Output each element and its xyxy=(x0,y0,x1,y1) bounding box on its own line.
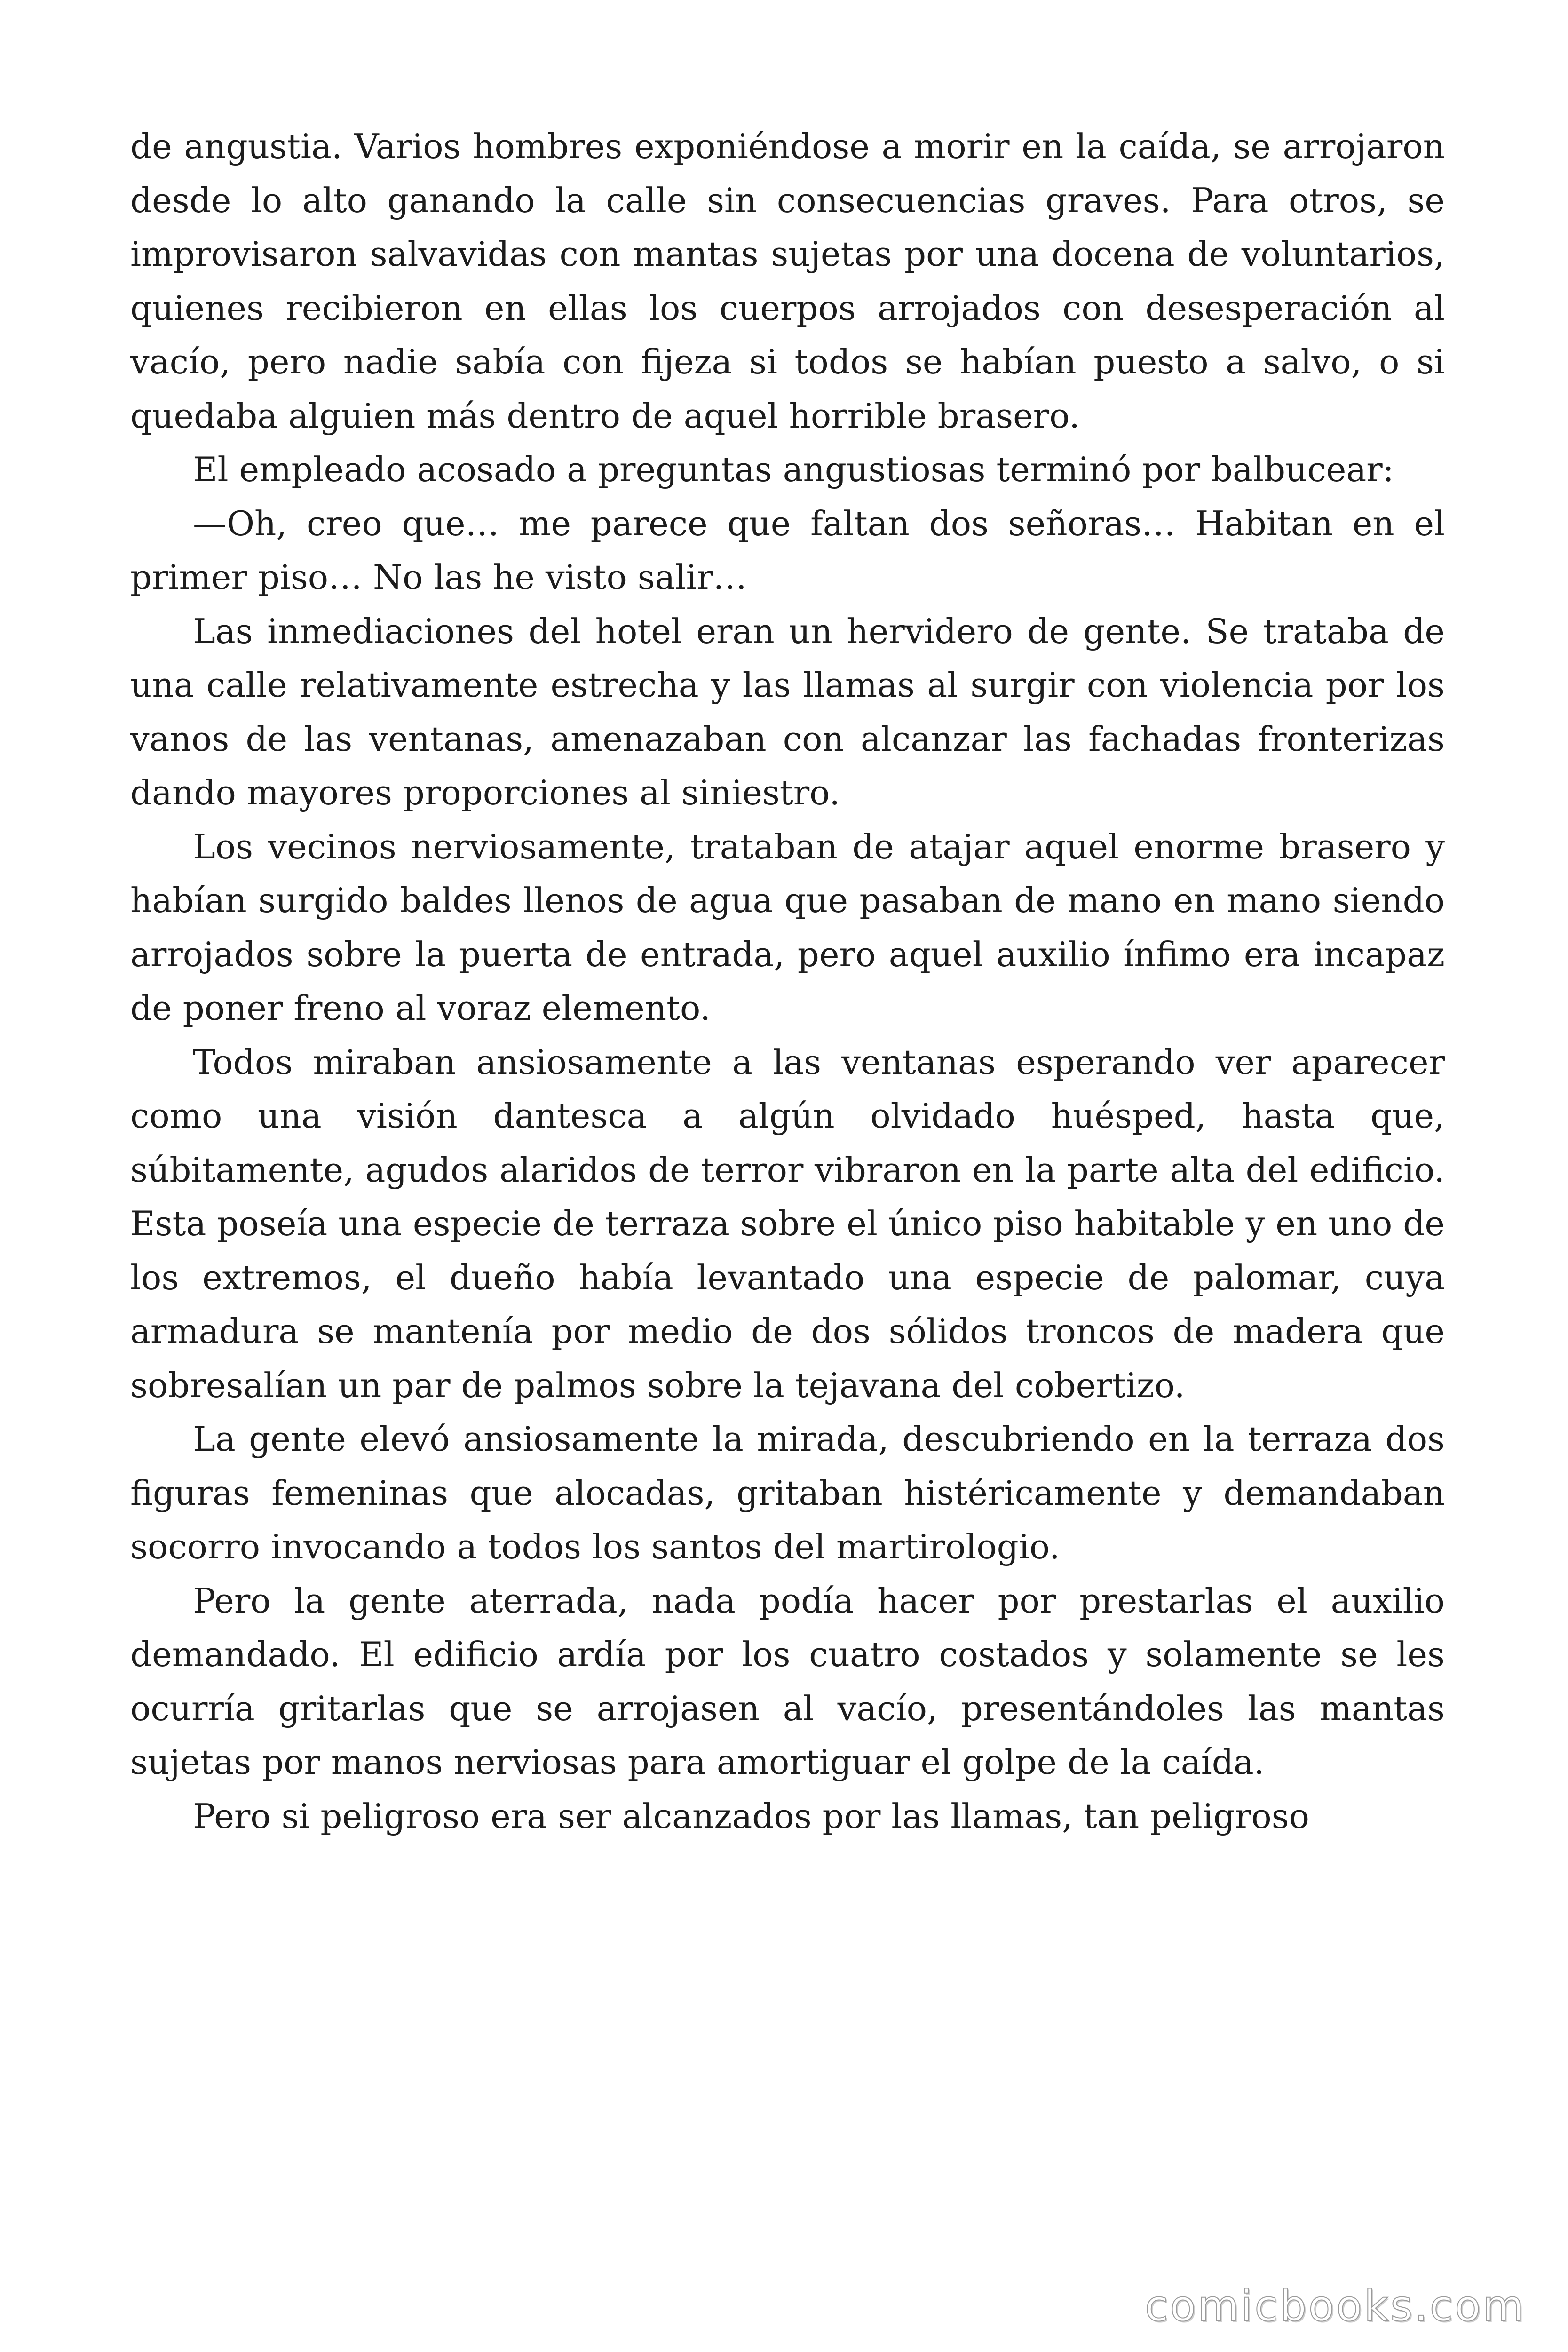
paragraph-continuation: de angustia. Varios hombres exponiéndose a morir en la caída, se arrojaron desde lo alto ganando la calle sin consecuencias graves. Para otros, se improvisaron salvavidas con mantas sujetas por una docena de voluntarios, quienes recibieron en ellas los cuerpos arrojados con desesperación al vacío, pero nadie sabía con fijeza si todos se habían puesto a salvo, o si quedaba alguien más dentro de aquel horrible brasero. xyxy=(130,127,1445,436)
page-body-text xyxy=(130,119,1445,1843)
watermark-logo: comicbooks.com xyxy=(1145,2281,1526,2331)
paragraph: Pero la gente aterrada, nada podía hacer por prestarlas el auxilio demandado. El edificio ardía por los cuatro costados y solamente se les ocurría gritarlas que se arrojasen al vacío, presentándoles las mantas sujetas por manos nerviosas para amortiguar el golpe de la caída. xyxy=(130,1581,1445,1782)
paragraph-truncated: Pero si peligroso era ser alcanzados por las llamas, tan peligroso xyxy=(193,1796,1309,1836)
paragraph: Todos miraban ansiosamente a las ventanas esperando ver aparecer como una visión dantesca a algún olvidado huésped, hasta que, súbitamente, agudos alaridos de terror vibraron en la parte alta del edificio. Esta poseía una especie de terraza sobre el único piso habitable y en uno de los extremos, el dueño había levantado una especie de palomar, cuya armadura se mantenía por medio de dos sólidos troncos de madera que sobresalían un par de palmos sobre la tejavana del cobertizo. xyxy=(130,1042,1445,1405)
paragraph: La gente elevó ansiosamente la mirada, descubriendo en la terraza dos figuras femeninas que alocadas, gritaban histéricamente y demandaban socorro invocando a todos los santos del martirologio. xyxy=(130,1419,1445,1566)
paragraph: Las inmediaciones del hotel eran un hervidero de gente. Se trataba de una calle relativamente estrecha y las llamas al surgir con violencia por los vanos de las ventanas, amenazaban con alcanzar las fachadas fronterizas dando mayores proporciones al siniestro. xyxy=(130,611,1445,812)
paragraph: El empleado acosado a preguntas angustiosas terminó por balbucear: xyxy=(193,450,1394,489)
dialogue-paragraph: —Oh, creo que… me parece que faltan dos señoras… Habitan en el primer piso… No las he visto salir… xyxy=(130,503,1445,597)
paragraph: Los vecinos nerviosamente, trataban de atajar aquel enorme brasero y habían surgido baldes llenos de agua que pasaban de mano en mano siendo arrojados sobre la puerta de entrada, pero aquel auxilio ínfimo era incapaz de poner freno al voraz elemento. xyxy=(130,826,1445,1028)
